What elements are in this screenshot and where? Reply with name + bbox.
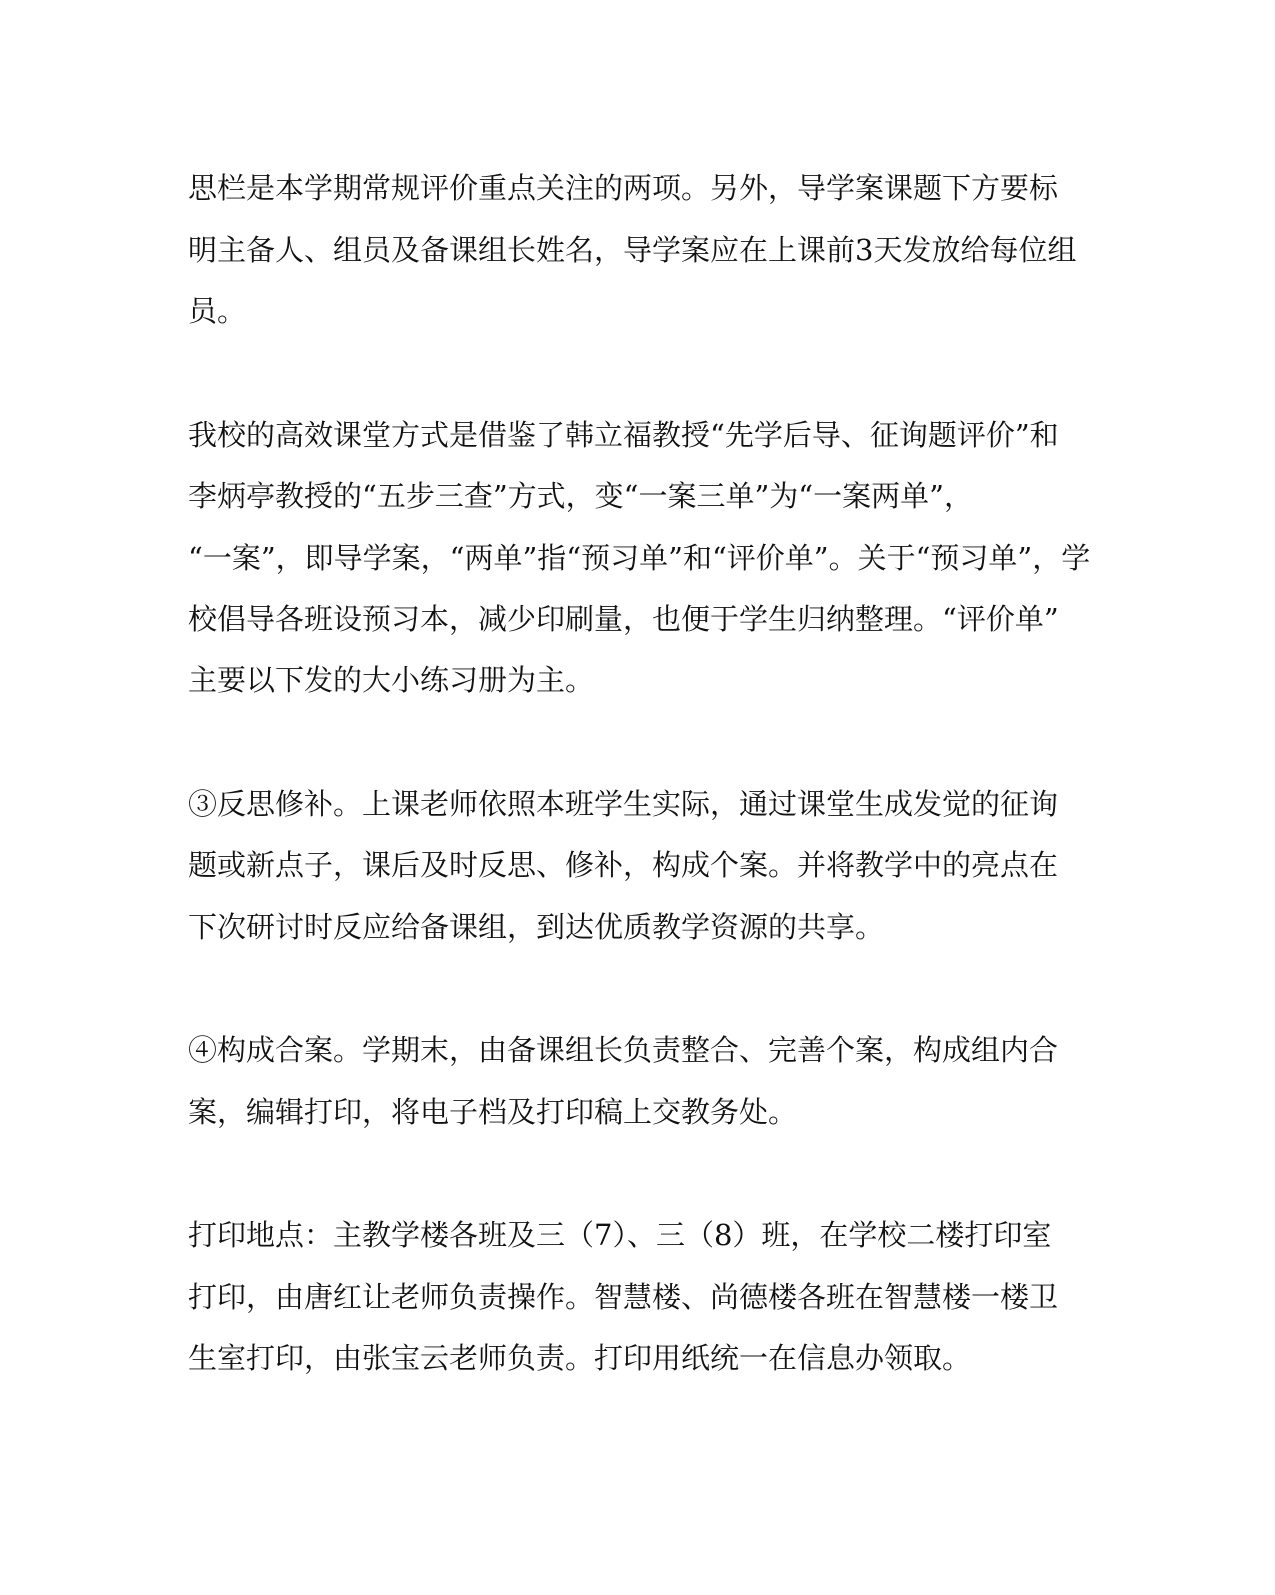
text-line: 明主备人、组员及备课组长姓名，导学案应在上课前3天发放给每位组 <box>188 232 1077 267</box>
text-line: ④构成合案。学期末，由备课组长负责整合、完善个案，构成组内合 <box>188 1033 1059 1067</box>
paragraph-lesson-plan-requirements <box>188 158 1077 343</box>
text-line: “一案”，即导学案，“两单”指“预习单”和“评价单”。关于“预习单”，学 <box>188 540 1091 575</box>
text-line: 主要以下发的大小练习册为主。 <box>188 663 595 697</box>
text-line: 案，编辑打印，将电子档及打印稿上交教务处。 <box>188 1094 798 1129</box>
paragraph-reflection-revision <box>188 774 1068 959</box>
text-line: 题或新点子，课后及时反思、修补，构成个案。并将教学中的亮点在 <box>188 848 1059 882</box>
paragraph-printing-location <box>188 1205 1068 1390</box>
text-line: 校倡导各班设预习本，减少印刷量，也便于学生归纳整理。“评价单” <box>188 601 1059 636</box>
text-line: 打印，由唐红让老师负责操作。智慧楼、尚德楼各班在智慧楼一楼卫 <box>188 1279 1059 1314</box>
text-line: 打印地点：主教学楼各班及三（7）、三（8）班，在学校二楼打印室 <box>188 1218 1052 1252</box>
paragraph-classroom-method <box>188 405 1091 712</box>
text-line: 思栏是本学期常规评价重点关注的两项。另外，导学案课题下方要标 <box>188 171 1059 205</box>
text-line: 我校的高效课堂方式是借鉴了韩立福教授“先学后导、征询题评价”和 <box>188 417 1059 452</box>
text-line: 李炳亭教授的“五步三查”方式，变“一案三单”为“一案两单”， <box>188 479 973 513</box>
paragraph-combined-plan <box>188 1020 1068 1143</box>
text-line: 下次研讨时反应给备课组，到达优质教学资源的共享。 <box>188 909 885 944</box>
text-line: 员。 <box>188 294 247 328</box>
text-line: ③反思修补。上课老师依照本班学生实际，通过课堂生成发觉的征询 <box>188 786 1059 821</box>
text-line: 生室打印，由张宝云老师负责。打印用纸统一在信息办领取。 <box>188 1341 972 1375</box>
document-body <box>188 158 1091 1452</box>
